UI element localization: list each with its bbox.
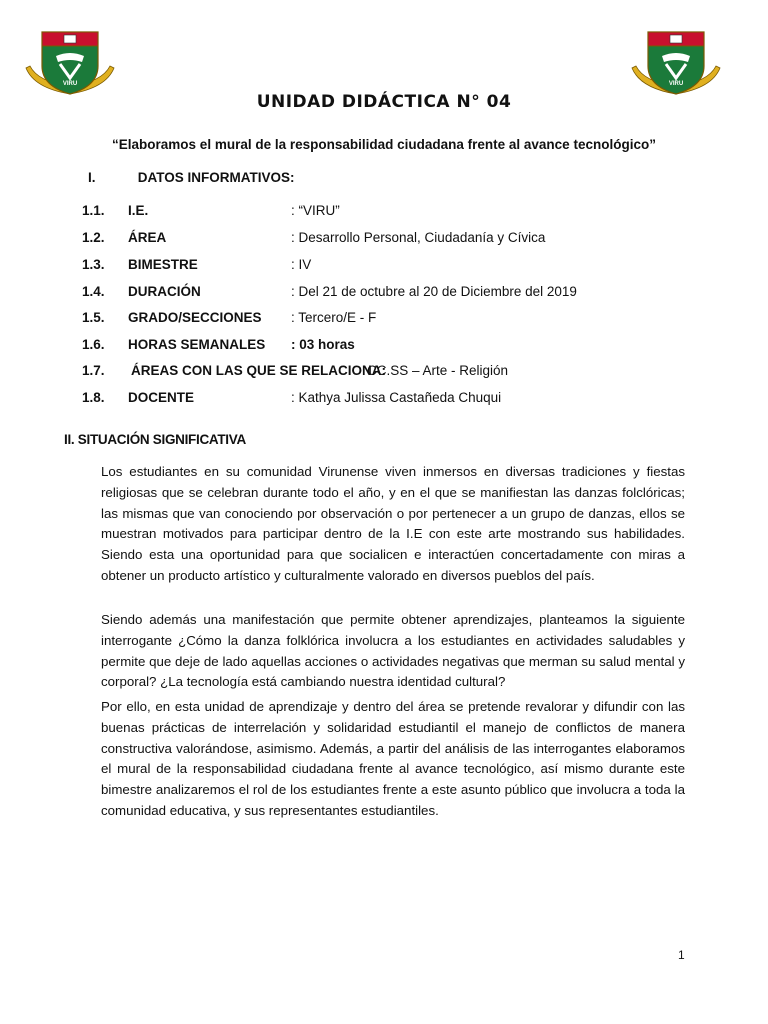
info-label: I.E. — [128, 203, 149, 218]
info-row-bimestre — [82, 257, 722, 275]
info-row-duracion — [82, 284, 722, 302]
info-row-areas-relacionadas — [82, 363, 722, 381]
paragraph: Los estudiantes en su comunidad Virunense viven inmersos en diversas tradiciones y fiestas religiosas que se celebran durante todo el año, y en el que se manifiestan las danzas folclóricas; las mismas que van conociendo por observación o por pertenecer a un grupo de danzas, ellos se muestran motivados para participar dentro de la I.E con este arte mostrando sus habilidades. Siendo esta una oportunidad para que socialicen e interactúen concertadamente con miras a obtener un producto artístico y culturalmente valorado en diversos pueblos del país. — [101, 464, 685, 583]
info-label: ÁREAS CON LAS QUE SE RELACIONA: — [131, 363, 387, 378]
info-value: CC.SS – Arte - Religión — [367, 363, 509, 378]
info-value: : Del 21 de octubre al 20 de Diciembre del 2019 — [291, 284, 577, 299]
section-datos-informativos-heading — [88, 170, 295, 185]
info-row-horas-semanales — [82, 337, 722, 355]
info-num: 1.7. — [82, 363, 105, 378]
school-crest-logo-right — [630, 28, 722, 100]
document-title: UNIDAD DIDÁCTICA N° 04 — [256, 92, 512, 112]
info-num: 1.5. — [82, 310, 105, 325]
info-num: 1.2. — [82, 230, 105, 245]
info-label: BIMESTRE — [128, 257, 198, 272]
info-row-grado-secciones — [82, 310, 722, 328]
unit-subtitle: “Elaboramos el mural de la responsabilidad ciudadana frente al avance tecnológico” — [112, 137, 656, 152]
info-row-ie — [82, 203, 722, 221]
info-label: DOCENTE — [128, 390, 195, 405]
info-value: : IV — [291, 257, 312, 272]
info-value: : 03 horas — [291, 337, 355, 352]
info-value: : Desarrollo Personal, Ciudadanía y Cívica — [291, 230, 546, 245]
info-row-area — [82, 230, 722, 248]
section-situacion-significativa-heading: II. SITUACIÓN SIGNIFICATIVA — [64, 432, 246, 447]
paragraph: Siendo además una manifestación que permite obtener aprendizajes, planteamos la siguiente interrogante ¿Cómo la danza folklórica involucra a los estudiantes en actividades saludables y permite que deje de lado aquellas acciones o actividades negativas que merman su salud mental y corporal? ¿La tecnología está cambiando nuestra identidad cultural? — [101, 612, 685, 690]
info-row-docente — [82, 390, 722, 408]
info-num: 1.3. — [82, 257, 105, 272]
paragraph: Por ello, en esta unidad de aprendizaje y dentro del área se pretende revalorar y difundir con las buenas prácticas de interrelación y solidaridad estudiantil el manejo de conflictos de manera constructiva valorándose, asimismo. Además, a partir del análisis de las interrogantes elaboramos el mural de la responsabilidad ciudadana frente al avance tecnológico, así mismo durante este bimestre analizaremos el rol de los estudiantes frente a este asunto público que involucra a toda la comunidad educativa, y sus representantes estudiantiles. — [101, 699, 685, 818]
info-value: : Kathya Julissa Castañeda Chuqui — [291, 390, 502, 405]
school-crest-logo-left — [24, 28, 116, 100]
info-num: 1.6. — [82, 337, 105, 352]
svg-text:VIRU: VIRU — [62, 81, 78, 87]
page-number: 1 — [678, 948, 685, 962]
info-value: : Tercero/E - F — [291, 310, 377, 325]
info-num: 1.4. — [82, 284, 105, 299]
info-label: GRADO/SECCIONES — [128, 310, 262, 325]
section-number: I. — [88, 170, 96, 185]
info-label: ÁREA — [128, 230, 167, 245]
info-label: HORAS SEMANALES — [128, 337, 266, 352]
info-value: : “VIRU” — [291, 203, 340, 218]
section-heading-text: DATOS INFORMATIVOS: — [137, 170, 295, 185]
svg-text:VIRU: VIRU — [668, 81, 684, 87]
info-num: 1.8. — [82, 390, 105, 405]
info-label: DURACIÓN — [128, 284, 201, 299]
info-num: 1.1. — [82, 203, 105, 218]
